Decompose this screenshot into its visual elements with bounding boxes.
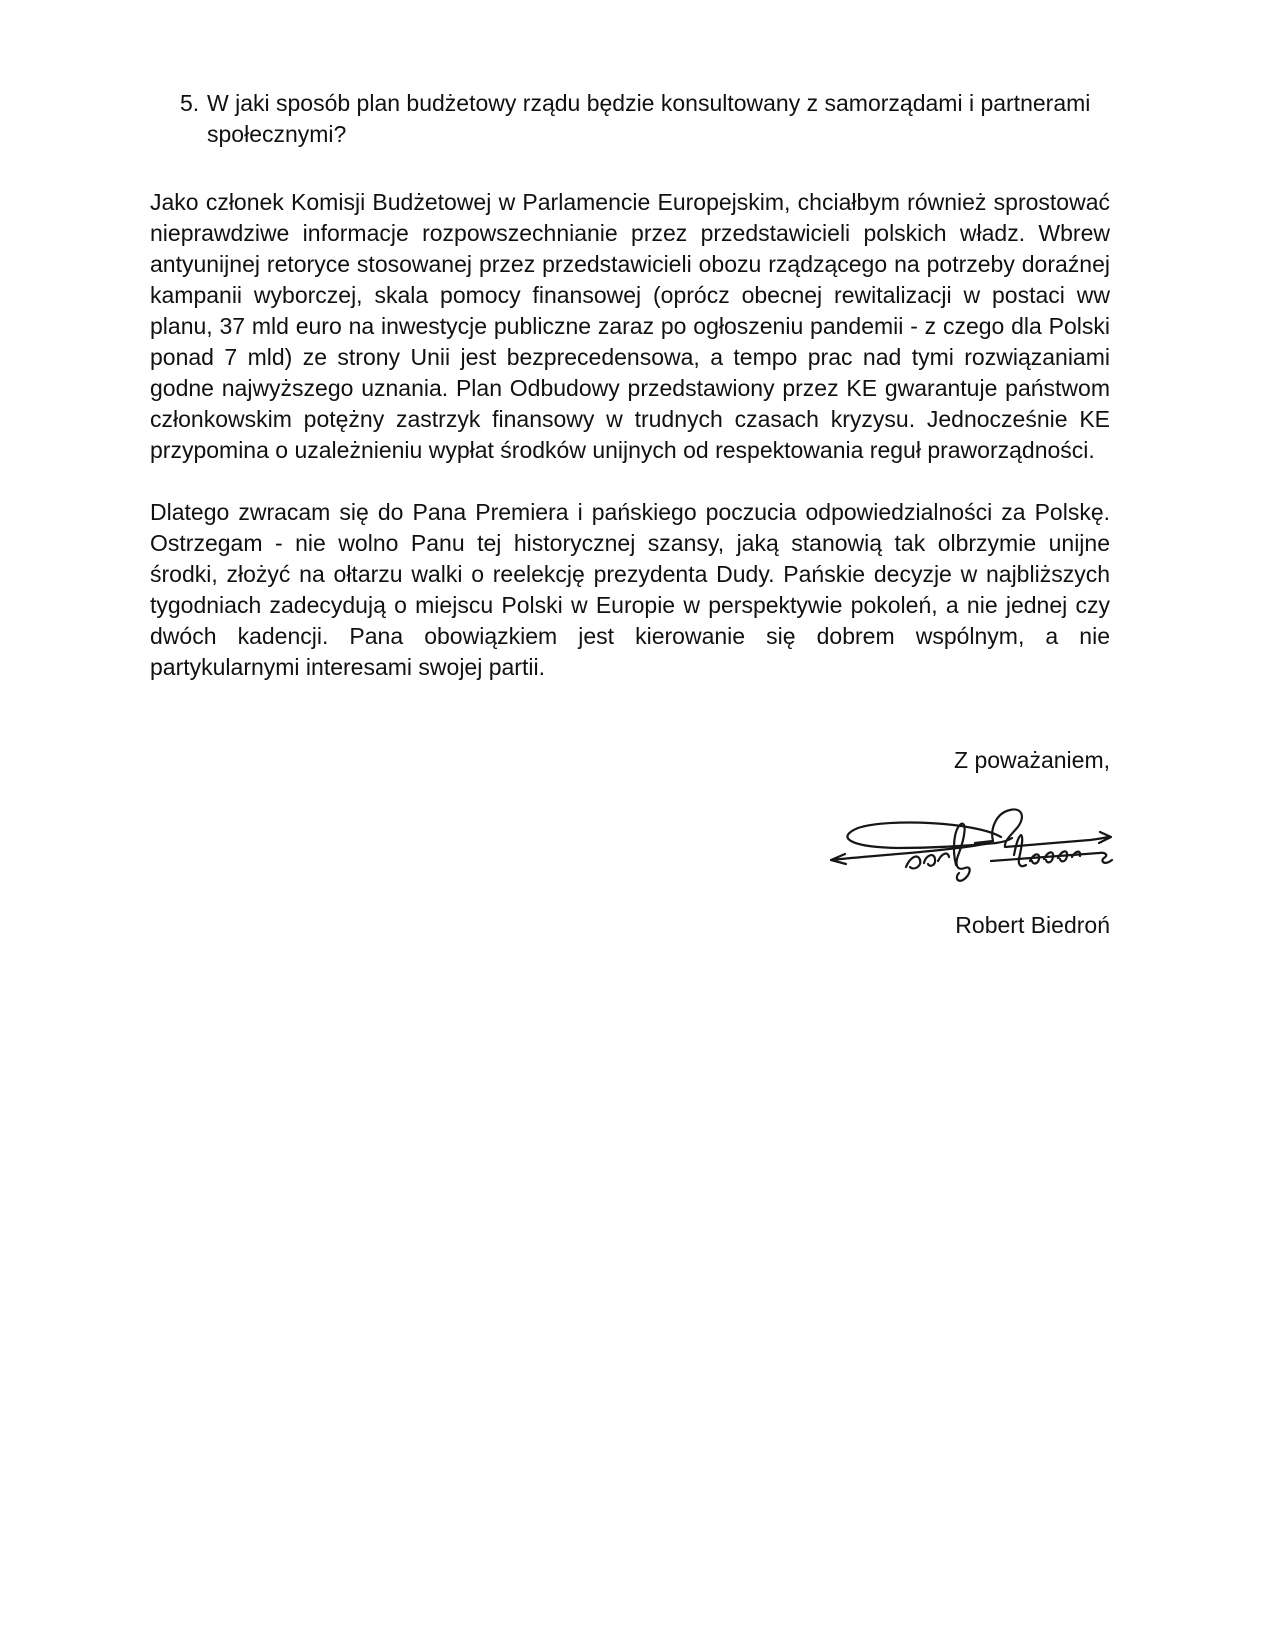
handwritten-signature-image: [818, 803, 1120, 889]
paragraph-appeal: Dlatego zwracam się do Pana Premiera i pańskiego poczucia odpowiedzialności za Polskę. Ostrzegam - nie wolno Panu tej historycznej szansy, jaką stanowią tak olbrzymie unijne środki, złożyć na ołtarzu walki o reelekcję prezydenta Dudy. Pańskie decyzje w najbliższych tygodniach zadecydują o miejscu Polski w Europie w perspektywie pokoleń, a nie jednej czy dwóch kadencji. Pana obowiązkiem jest kierowanie się dobrem wspólnym, a nie partykularnymi interesami swojej partii.: [150, 499, 1110, 680]
signer-name: Robert Biedroń: [955, 912, 1110, 938]
paragraph-eu-funds: Jako członek Komisji Budżetowej w Parlamencie Europejskim, chciałbym również sprostować nieprawdziwe informacje rozpowszechnianie przez przedstawicieli polskich władz. Wbrew antyunijnej retoryce stosowanej przez przedstawicieli obozu rządzącego na potrzeby doraźnej kampanii wyborczej, skala pomocy finansowej (oprócz obecnej rewitalizacji w postaci ww planu, 37 mld euro na inwestycje publiczne zaraz po ogłoszeniu pandemii - z czego dla Polski ponad 7 mld) ze strony Unii jest bezprecedensowa, a tempo prac nad tymi rozwiązaniami godne najwyższego uznania. Plan Odbudowy przedstawiony przez KE gwarantuje państwom członkowskim potężny zastrzyk finansowy w trudnych czasach kryzysu. Jednocześnie KE przypomina o uzależnieniu wypłat środków unijnych od respektowania reguł praworządności.: [150, 189, 1110, 463]
numbered-question: [150, 88, 1110, 150]
closing-salutation: Z poważaniem,: [954, 747, 1110, 773]
list-number: 5.: [180, 90, 200, 116]
list-question-text: W jaki sposób plan budżetowy rządu będzie konsultowany z samorządami i partnerami społecznymi?: [207, 90, 1091, 147]
